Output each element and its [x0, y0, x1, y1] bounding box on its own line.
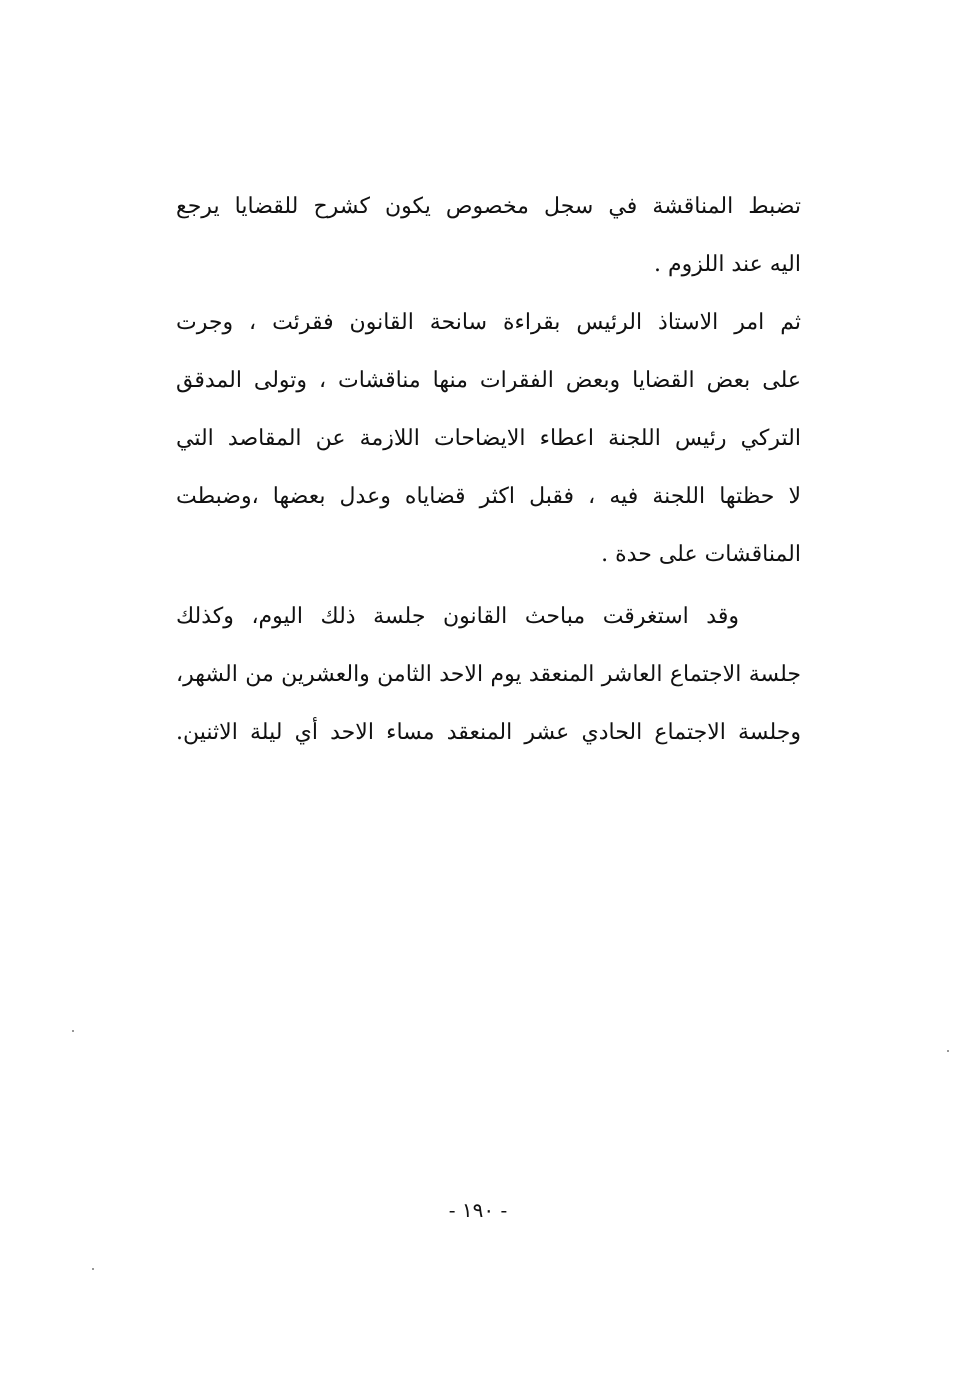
text-line: تضبط المناقشة في سجل مخصوص يكون كشرح للقضايا يرجع: [176, 194, 801, 219]
paragraph-2: [176, 294, 801, 584]
scan-speck: [72, 1030, 74, 1032]
text-line: ثم امر الاستاذ الرئيس بقراءة سانحة القانون فقرئت ، وجرت: [176, 310, 801, 335]
paragraph-3: [176, 588, 801, 762]
text-line: لا حظتها اللجنة فيه ، فقبل اكثر قضاياه وعدل بعضها ،وضبطت: [176, 484, 801, 509]
paragraph-1: [176, 178, 801, 294]
text-line: اليه عند اللزوم .: [653, 252, 801, 277]
text-line: وقد استغرقت مباحث القانون جلسة ذلك اليوم، وكذلك: [176, 604, 739, 629]
text-line: وجلسة الاجتماع الحادي عشر المنعقد مساء الاحد أي ليلة الاثنين.: [176, 720, 801, 745]
body-text: [176, 178, 801, 762]
scan-speck: [947, 1050, 949, 1052]
text-line: التركي رئيس اللجنة اعطاء الايضاحات اللازمة عن المقاصد التي: [176, 426, 801, 451]
page-number: - ١٩٠ -: [448, 1198, 508, 1222]
text-line: المناقشات على حدة .: [601, 542, 801, 567]
text-line: على بعض القضايا وبعض الفقرات منها مناقشات ، وتولى المدقق: [176, 368, 801, 393]
scan-speck: [92, 1268, 94, 1270]
text-line: جلسة الاجتماع العاشر المنعقد يوم الاحد الثامن والعشرين من الشهر،: [176, 662, 801, 687]
